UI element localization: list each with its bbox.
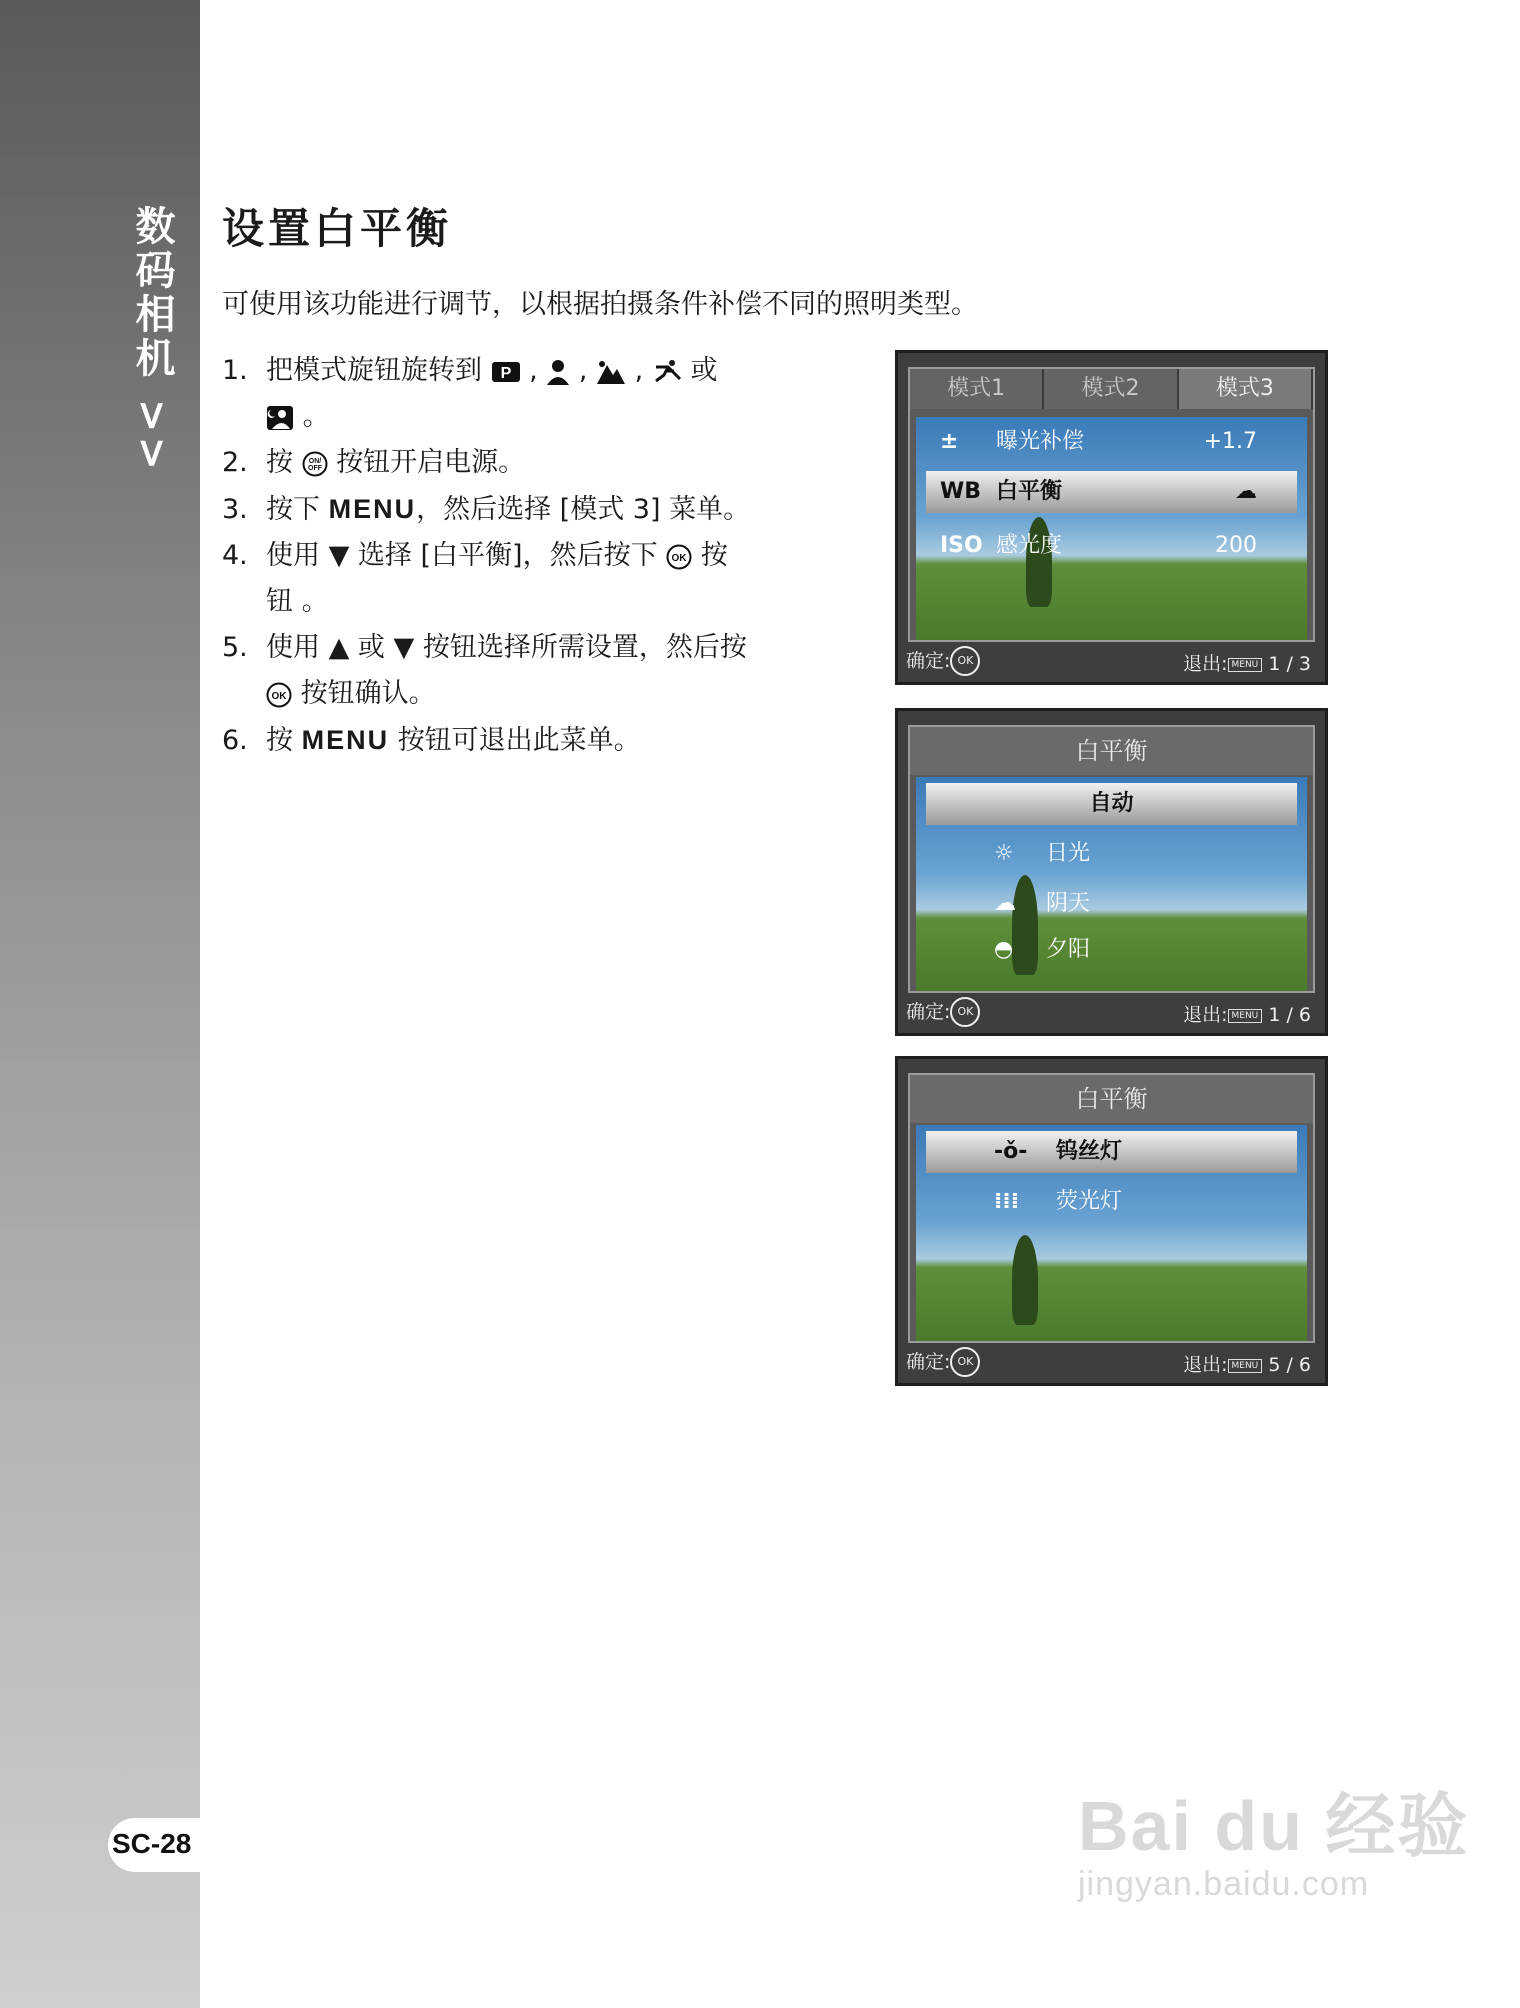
wb-option-auto[interactable]: 自动 [926, 783, 1297, 825]
menu-icon: MENU [1228, 1009, 1263, 1023]
night-portrait-mode-icon [266, 405, 294, 431]
sports-mode-icon [652, 359, 682, 385]
wb-icon: WB [940, 479, 982, 504]
screen-panel [908, 725, 1315, 993]
page-indicator: 1 / 6 [1268, 1004, 1311, 1026]
wb-option-tungsten[interactable]: -ǒ- 钨丝灯 [926, 1131, 1297, 1173]
menu-row-iso[interactable]: ISO 感光度 200 [926, 525, 1297, 567]
tab-mode3[interactable]: 模式3 [1179, 369, 1313, 409]
menu-row-exposure[interactable]: ± 曝光补偿 +1.7 [926, 421, 1297, 463]
intro-text: 可使用该功能进行调节，以根据拍摄条件补偿不同的照明类型。 [222, 289, 978, 320]
svg-text:P: P [500, 364, 511, 382]
exit-hint: 退出: MENU 1 / 3 [1183, 653, 1311, 675]
step-5: 5. 使用 ▲ 或 ▼ 按钮选择所需设置，然后按 OK 按钮确认。 [222, 632, 747, 709]
exit-hint: 退出: MENU 1 / 6 [1183, 1004, 1311, 1026]
sidebar [0, 0, 200, 2008]
cloud-icon: ☁ [994, 891, 1016, 916]
wb-option-daylight[interactable]: ☼ 日光 [926, 833, 1297, 875]
menu-row-white-balance[interactable]: WB 白平衡 ☁ [926, 471, 1297, 513]
tungsten-icon: -ǒ- [994, 1139, 1028, 1164]
ok-button-icon [666, 544, 692, 570]
svg-text:ON/: ON/ [308, 457, 321, 465]
landscape-background [916, 777, 1307, 991]
ok-hint: 确定: OK [906, 997, 980, 1028]
page-number: SC-28 [112, 1828, 192, 1859]
screen-title: 白平衡 [910, 1075, 1313, 1123]
ok-icon: OK [950, 1347, 980, 1377]
step-3: 3. 按下 MENU，然后选择 [模式 3] 菜单。 [222, 494, 751, 525]
mode-tabs [910, 369, 1313, 409]
ok-icon: OK [950, 646, 980, 676]
sunset-icon: ◓ [994, 937, 1014, 962]
svg-text:OK: OK [271, 690, 287, 702]
page-indicator: 1 / 3 [1268, 653, 1311, 675]
screen-white-balance-page1 [895, 708, 1328, 1036]
ok-icon: OK [950, 997, 980, 1027]
landscape-mode-icon [596, 359, 626, 385]
screen-title: 白平衡 [910, 727, 1313, 775]
program-mode-icon [491, 361, 521, 383]
screen-settings-mode3 [895, 350, 1328, 685]
ok-hint: 确定: OK [906, 1347, 980, 1378]
step-2: 2. 按 ON/ OFF 按钮开启电源。 [222, 447, 526, 478]
exit-hint: 退出: MENU 5 / 6 [1183, 1354, 1311, 1376]
step-4: 4. 使用 ▼ 选择 [白平衡]，然后按下 OK 按 钮 。 [222, 540, 728, 617]
portrait-mode-icon [546, 359, 570, 385]
wb-option-fluorescent[interactable]: ⁞⁞⁞ 荧光灯 [926, 1181, 1297, 1223]
screen-white-balance-page5 [895, 1056, 1328, 1386]
baidu-watermark [1078, 1770, 1469, 1904]
power-button-icon [302, 451, 328, 477]
page-indicator: 5 / 6 [1268, 1354, 1311, 1376]
svg-text:OK: OK [671, 552, 687, 564]
step-6: 6. 按 MENU 按钮可退出此菜单。 [222, 725, 641, 756]
sun-icon: ☼ [994, 841, 1014, 866]
svg-text:OFF: OFF [307, 464, 322, 472]
ok-hint: 确定: OK [906, 646, 980, 677]
watermark-url: jingyan.baidu.com [1078, 1865, 1370, 1903]
landscape-background [916, 417, 1307, 640]
tab-mode2[interactable]: 模式2 [1044, 369, 1178, 409]
screen-panel [908, 367, 1315, 642]
ok-button-icon [266, 682, 292, 708]
wb-option-cloudy[interactable]: ☁ 阴天 [926, 883, 1297, 925]
sidebar-title: 数码相机 >> [129, 205, 175, 474]
cloudy-icon: ☁ [1235, 479, 1257, 504]
page-title: 设置白平衡 [222, 204, 453, 253]
watermark-brand: Bai du 经验 [1078, 1787, 1470, 1865]
iso-icon: ISO [940, 533, 983, 558]
steps-list [222, 348, 827, 764]
exposure-icon: ± [940, 429, 959, 454]
step-1: 1. 把模式旋钮旋转到 P , , , 或 。 [222, 355, 718, 432]
tab-mode1[interactable]: 模式1 [910, 369, 1044, 409]
menu-icon: MENU [1228, 658, 1263, 672]
screen-panel [908, 1073, 1315, 1343]
fluorescent-icon: ⁞⁞⁞ [994, 1189, 1020, 1214]
menu-icon: MENU [1228, 1359, 1263, 1373]
tree [1012, 1235, 1038, 1325]
landscape-background [916, 1125, 1307, 1341]
wb-option-sunset[interactable]: ◓ 夕阳 [926, 929, 1297, 971]
